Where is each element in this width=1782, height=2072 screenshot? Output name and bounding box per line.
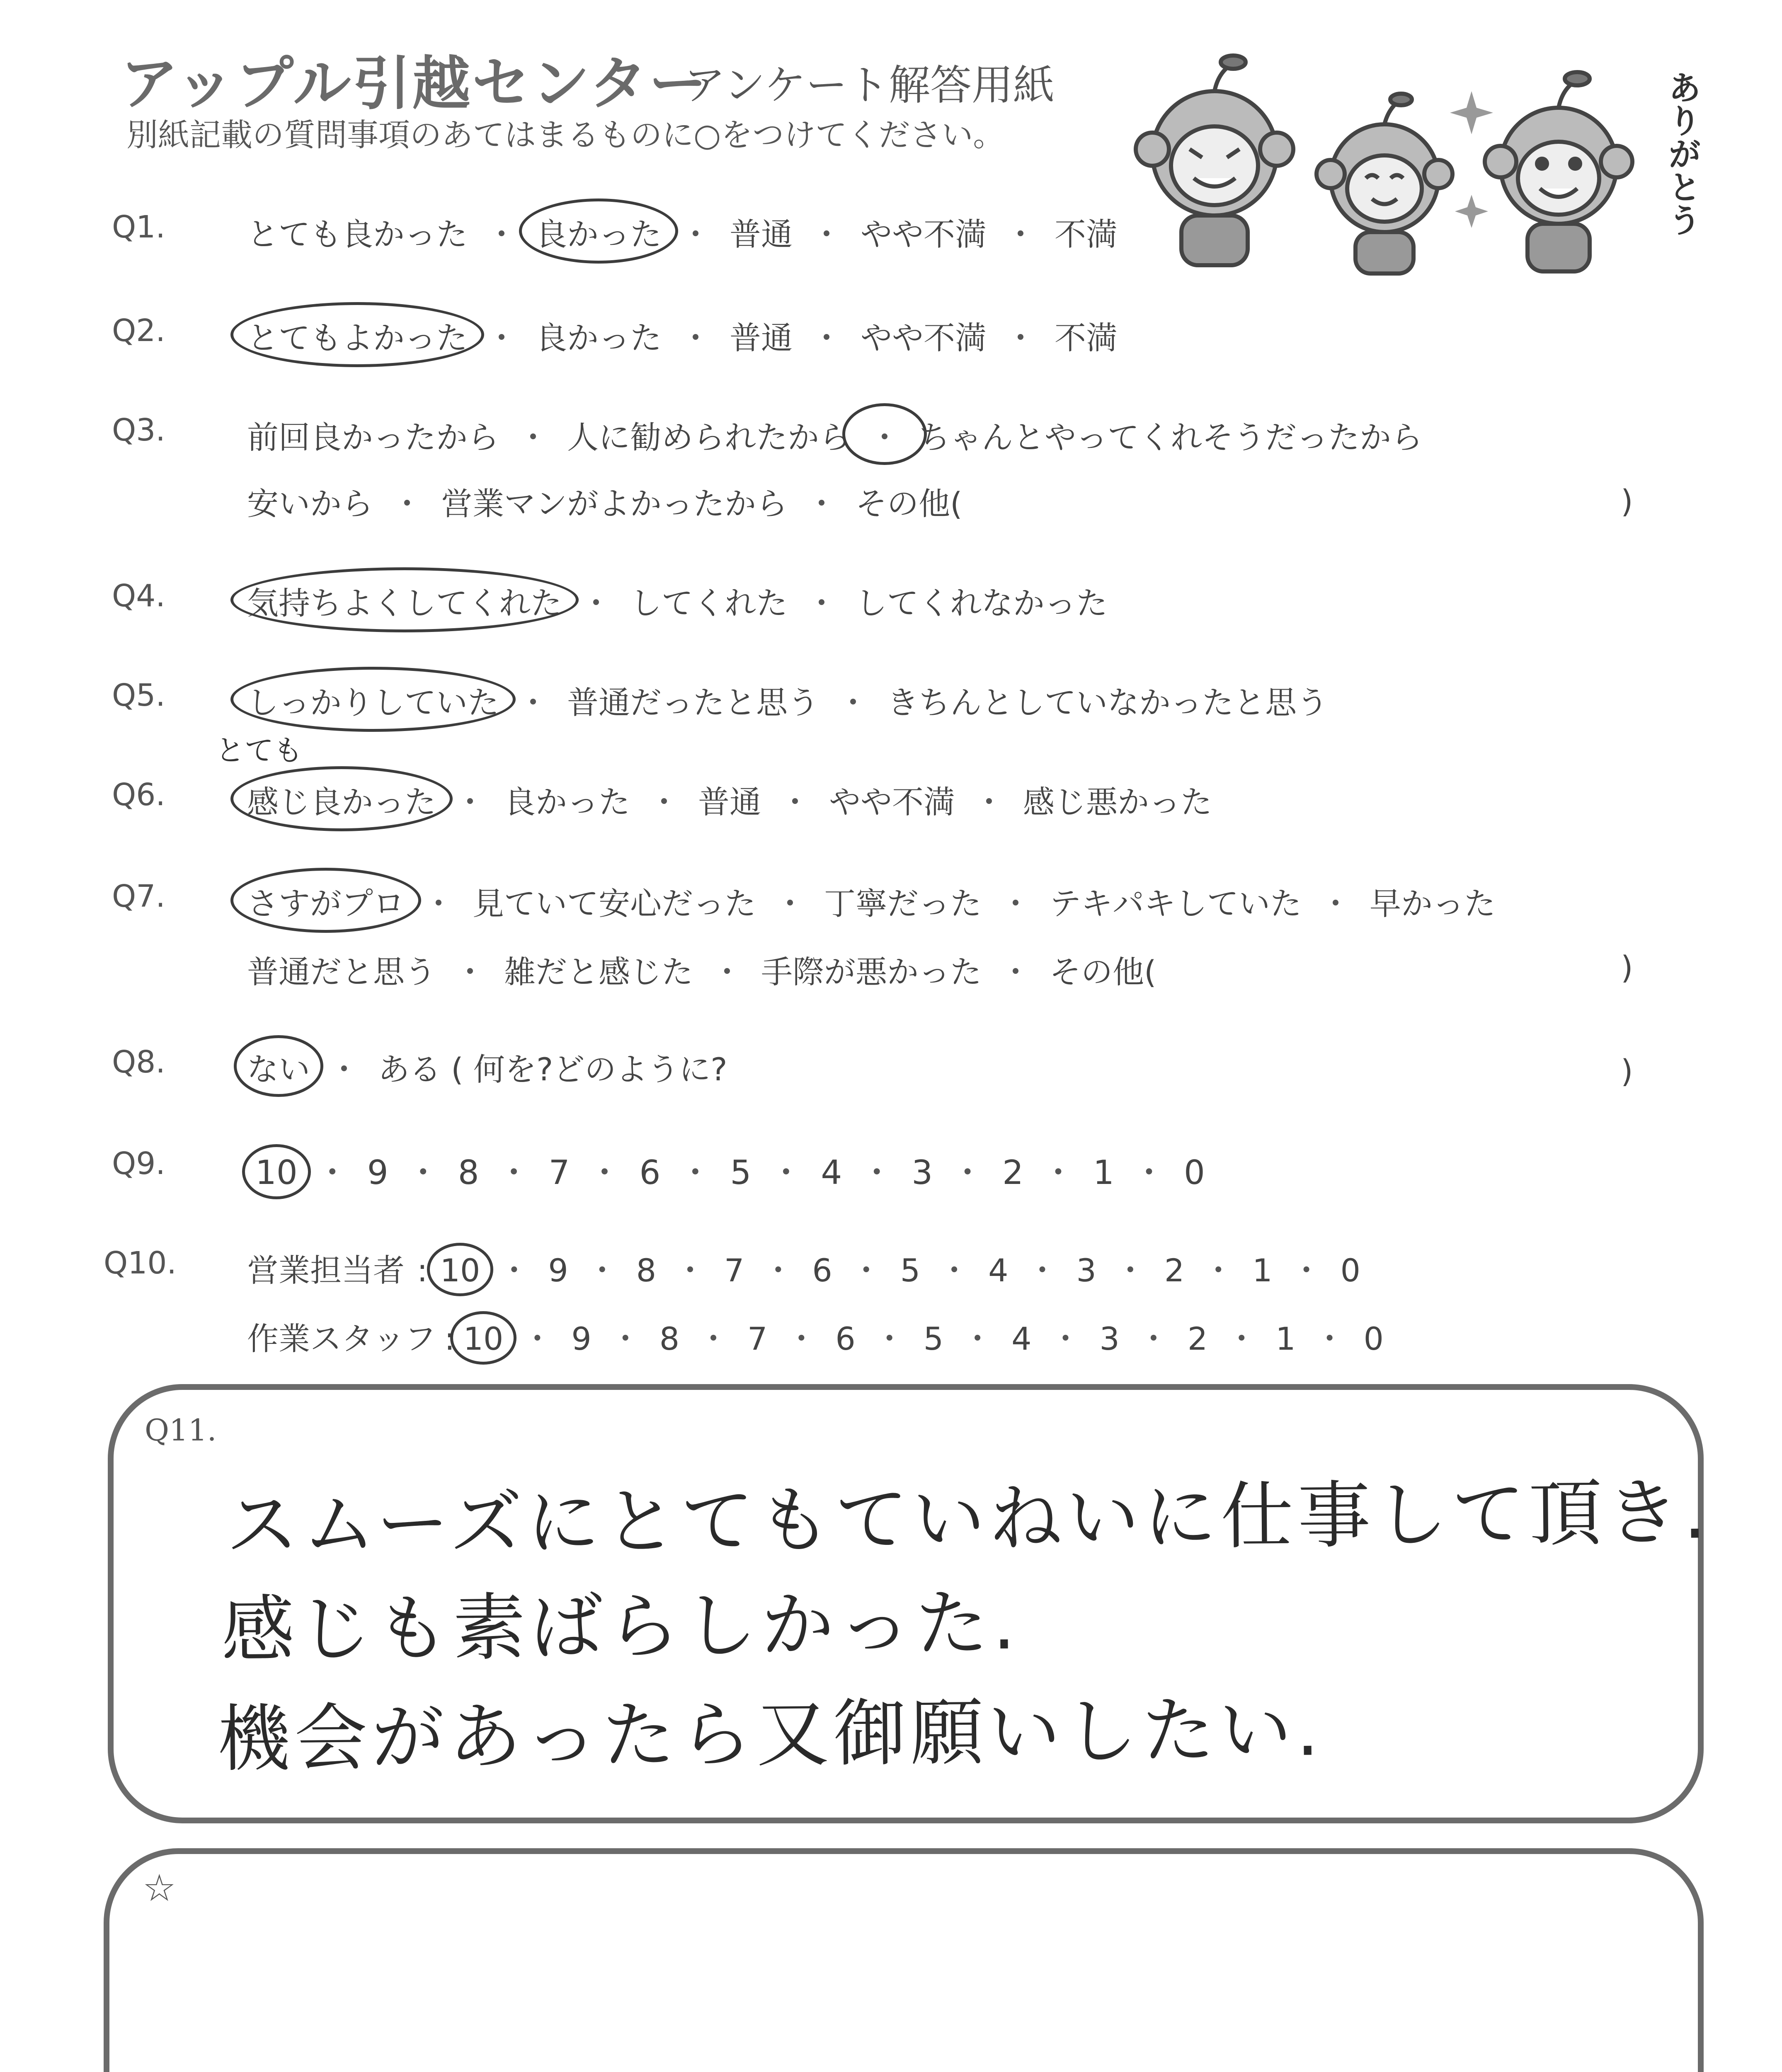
option-normal[interactable]: 普通	[730, 216, 793, 253]
option-normal[interactable]: 普通	[698, 784, 761, 821]
question-label: Q3.	[112, 412, 165, 448]
score-1[interactable]: 1	[1093, 1153, 1114, 1192]
option-other[interactable]: その他(	[856, 485, 963, 522]
option-sloppy[interactable]: 雑だと感じた	[504, 954, 693, 990]
sales-score-9[interactable]: 9	[548, 1252, 568, 1289]
option-good[interactable]: 良かった	[536, 320, 662, 356]
option-not-proper[interactable]: きちんとしていなかったと思う	[887, 684, 1328, 721]
question-label: Q2.	[112, 313, 165, 349]
score-6[interactable]: 6	[639, 1153, 661, 1192]
question-label: Q7.	[112, 879, 165, 914]
question-label: Q9.	[112, 1146, 165, 1181]
option-good-selected[interactable]: 良かった	[533, 209, 664, 254]
question-label: Q10.	[104, 1245, 177, 1281]
option-normal[interactable]: 普通だと思う	[247, 954, 436, 990]
option-fast[interactable]: 早かった	[1370, 885, 1496, 922]
sales-score-10-selected[interactable]: 10	[438, 1252, 483, 1289]
q11-comment-box[interactable]	[108, 1384, 1711, 1823]
sales-score-5[interactable]: 5	[900, 1252, 921, 1289]
work-score-6[interactable]: 6	[835, 1320, 856, 1357]
option-dissatisfied[interactable]: 不満	[1055, 216, 1118, 253]
mascot-monkeys-illustration	[1119, 46, 1700, 278]
option-clumsy[interactable]: 手際が悪かった	[761, 954, 982, 990]
sales-score-3[interactable]: 3	[1076, 1252, 1096, 1289]
work-score-7[interactable]: 7	[747, 1320, 768, 1357]
option-somewhat-dissatisfied[interactable]: やや不満	[829, 784, 955, 821]
option-pleasant-selected[interactable]: 気持ちよくしてくれた	[245, 578, 565, 623]
option-efficient[interactable]: テキパキしていた	[1050, 885, 1302, 922]
work-score-2[interactable]: 2	[1187, 1320, 1208, 1357]
sales-score-1[interactable]: 1	[1252, 1252, 1273, 1289]
option-previous-good[interactable]: 前回良かったから	[247, 419, 499, 456]
option-good[interactable]: 良かった	[504, 784, 630, 821]
option-felt-good-selected[interactable]: 感じ良かった	[245, 777, 439, 822]
survey-subtitle: アンケート解答用紙	[684, 61, 1055, 109]
score-4[interactable]: 4	[821, 1153, 842, 1192]
option-felt-bad[interactable]: 感じ悪かった	[1023, 784, 1212, 821]
option-professional-selected[interactable]: さすがプロ	[245, 879, 407, 924]
option-very-good[interactable]: とても良かった	[247, 216, 468, 253]
question-label: Q5.	[112, 678, 165, 713]
score-0[interactable]: 0	[1183, 1153, 1205, 1192]
option-normal[interactable]: 普通	[730, 320, 793, 356]
option-recommended[interactable]: 人に勧められたから	[567, 419, 851, 456]
colon: :	[417, 1252, 428, 1289]
score-3[interactable]: 3	[912, 1153, 933, 1192]
option-other[interactable]: その他(	[1050, 954, 1156, 990]
option-some[interactable]: ある ( 何を?どのように?	[378, 1051, 727, 1088]
close-paren: )	[1621, 949, 1633, 986]
score-7[interactable]: 7	[548, 1153, 570, 1192]
score-9[interactable]: 9	[367, 1153, 388, 1192]
work-score-10-selected[interactable]: 10	[461, 1320, 506, 1357]
option-cheap[interactable]: 安いから	[247, 485, 373, 522]
work-score-9[interactable]: 9	[571, 1320, 592, 1357]
work-staff-label: 作業スタッフ	[247, 1320, 436, 1357]
score-2[interactable]: 2	[1002, 1153, 1024, 1192]
question-label: Q4.	[112, 578, 165, 614]
option-sales-good[interactable]: 営業マンがよかったから	[441, 485, 788, 522]
close-paren: )	[1621, 1053, 1633, 1089]
work-score-8[interactable]: 8	[659, 1320, 680, 1357]
work-score-5[interactable]: 5	[923, 1320, 944, 1357]
sales-score-0[interactable]: 0	[1340, 1252, 1360, 1289]
q11-label: Q11.	[145, 1413, 217, 1447]
work-score-0[interactable]: 0	[1363, 1320, 1384, 1357]
survey-title: アップル引越センター	[120, 50, 709, 118]
option-did[interactable]: してくれた	[630, 585, 788, 622]
sales-score-2[interactable]: 2	[1164, 1252, 1185, 1289]
sales-score-8[interactable]: 8	[636, 1252, 657, 1289]
sales-score-7[interactable]: 7	[724, 1252, 744, 1289]
option-did-not[interactable]: してくれなかった	[856, 585, 1108, 622]
option-very-good-selected[interactable]: とてもよかった	[245, 313, 470, 358]
star-icon: ☆	[143, 1866, 176, 1910]
instruction-text: 別紙記載の質問事項のあてはまるものに○をつけてください。	[126, 116, 1005, 153]
score-10-selected[interactable]: 10	[253, 1153, 300, 1192]
work-score-4[interactable]: 4	[1011, 1320, 1032, 1357]
option-seemed-reliable[interactable]: ちゃんとやってくれそうだったから	[919, 419, 1423, 456]
option-dissatisfied[interactable]: 不満	[1055, 320, 1118, 356]
sales-score-4[interactable]: 4	[988, 1252, 1009, 1289]
handwritten-note-totemo: とても	[216, 733, 303, 767]
sales-staff-label: 営業担当者	[247, 1252, 405, 1289]
score-5[interactable]: 5	[730, 1153, 752, 1192]
circled-separator-mark: ・	[853, 412, 916, 457]
comment-line-3: 機会があったら又御願いしたい.	[217, 1687, 1324, 1782]
option-polite[interactable]: 丁寧だった	[824, 885, 982, 922]
work-score-1[interactable]: 1	[1275, 1320, 1296, 1357]
star-free-comment-box[interactable]	[104, 1848, 1704, 2072]
option-none-selected[interactable]: ない	[245, 1044, 313, 1089]
option-somewhat-dissatisfied[interactable]: やや不満	[861, 320, 987, 356]
option-solid-selected[interactable]: しっかりしていた	[245, 678, 502, 723]
colon: :	[444, 1320, 455, 1357]
comment-line-1: スムーズにとてもていねいに仕事して頂き.	[225, 1470, 1711, 1568]
score-8[interactable]: 8	[458, 1153, 479, 1192]
option-normal[interactable]: 普通だったと思う	[567, 684, 819, 721]
question-label: Q1.	[112, 209, 165, 245]
comment-line-2: 感じも素ばらしかった.	[221, 1581, 1020, 1673]
question-label: Q6.	[112, 777, 165, 813]
option-reassuring[interactable]: 見ていて安心だった	[473, 885, 756, 922]
work-score-3[interactable]: 3	[1099, 1320, 1120, 1357]
sales-score-6[interactable]: 6	[812, 1252, 832, 1289]
close-paren: )	[1621, 483, 1633, 520]
question-label: Q8.	[112, 1044, 165, 1080]
thanks-text: ありがとう	[1663, 70, 1701, 236]
option-somewhat-dissatisfied[interactable]: やや不満	[861, 216, 987, 253]
